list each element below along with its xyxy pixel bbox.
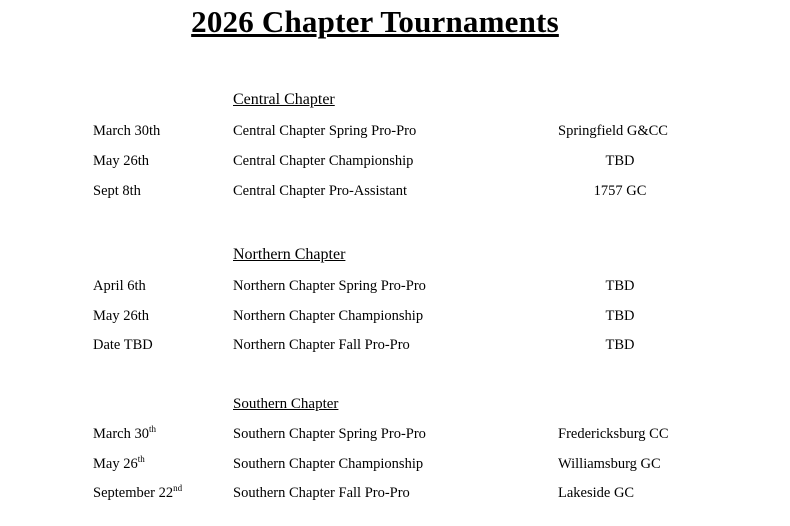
- table-row: [0, 485, 790, 505]
- event-venue: Fredericksburg CC: [558, 426, 669, 442]
- event-name: Central Chapter Pro-Assistant: [233, 183, 407, 199]
- event-name: Northern Chapter Spring Pro-Pro: [233, 278, 426, 294]
- table-row: [0, 426, 790, 446]
- page-title: 2026 Chapter Tournaments: [191, 4, 559, 39]
- event-name: Northern Chapter Championship: [233, 308, 424, 324]
- table-row: [0, 337, 790, 357]
- event-venue: Lakeside GC: [558, 485, 635, 501]
- table-row: [0, 278, 790, 298]
- event-date: Date TBD: [93, 337, 153, 353]
- event-date: May 26th: [93, 153, 149, 169]
- section-heading-central: Central Chapter: [233, 91, 335, 108]
- table-row: [0, 183, 790, 203]
- event-venue: Springfield G&CC: [558, 123, 668, 139]
- event-date: September 22nd: [93, 483, 183, 501]
- event-venue: TBD: [605, 308, 635, 324]
- event-venue: 1757 GC: [593, 183, 647, 199]
- section-heading-northern: Northern Chapter: [233, 246, 346, 263]
- event-date: March 30th: [93, 424, 156, 442]
- table-row: [0, 456, 790, 476]
- section-heading-southern: Southern Chapter: [233, 396, 339, 412]
- event-venue: TBD: [605, 337, 635, 353]
- event-date: May 26th: [93, 454, 145, 472]
- event-name: Southern Chapter Championship: [233, 456, 424, 472]
- event-venue: TBD: [605, 153, 635, 169]
- event-name: Central Chapter Championship: [233, 153, 414, 169]
- event-name: Southern Chapter Fall Pro-Pro: [233, 485, 410, 501]
- event-date: April 6th: [93, 278, 146, 294]
- event-date: March 30th: [93, 123, 161, 139]
- table-row: [0, 153, 790, 173]
- event-name: Northern Chapter Fall Pro-Pro: [233, 337, 410, 353]
- table-row: [0, 123, 790, 143]
- event-date: Sept 8th: [93, 183, 141, 199]
- event-name: Southern Chapter Spring Pro-Pro: [233, 426, 426, 442]
- event-venue: Williamsburg GC: [558, 456, 661, 472]
- table-row: [0, 308, 790, 328]
- event-venue: TBD: [605, 278, 635, 294]
- event-name: Central Chapter Spring Pro-Pro: [233, 123, 417, 139]
- event-date: May 26th: [93, 308, 149, 324]
